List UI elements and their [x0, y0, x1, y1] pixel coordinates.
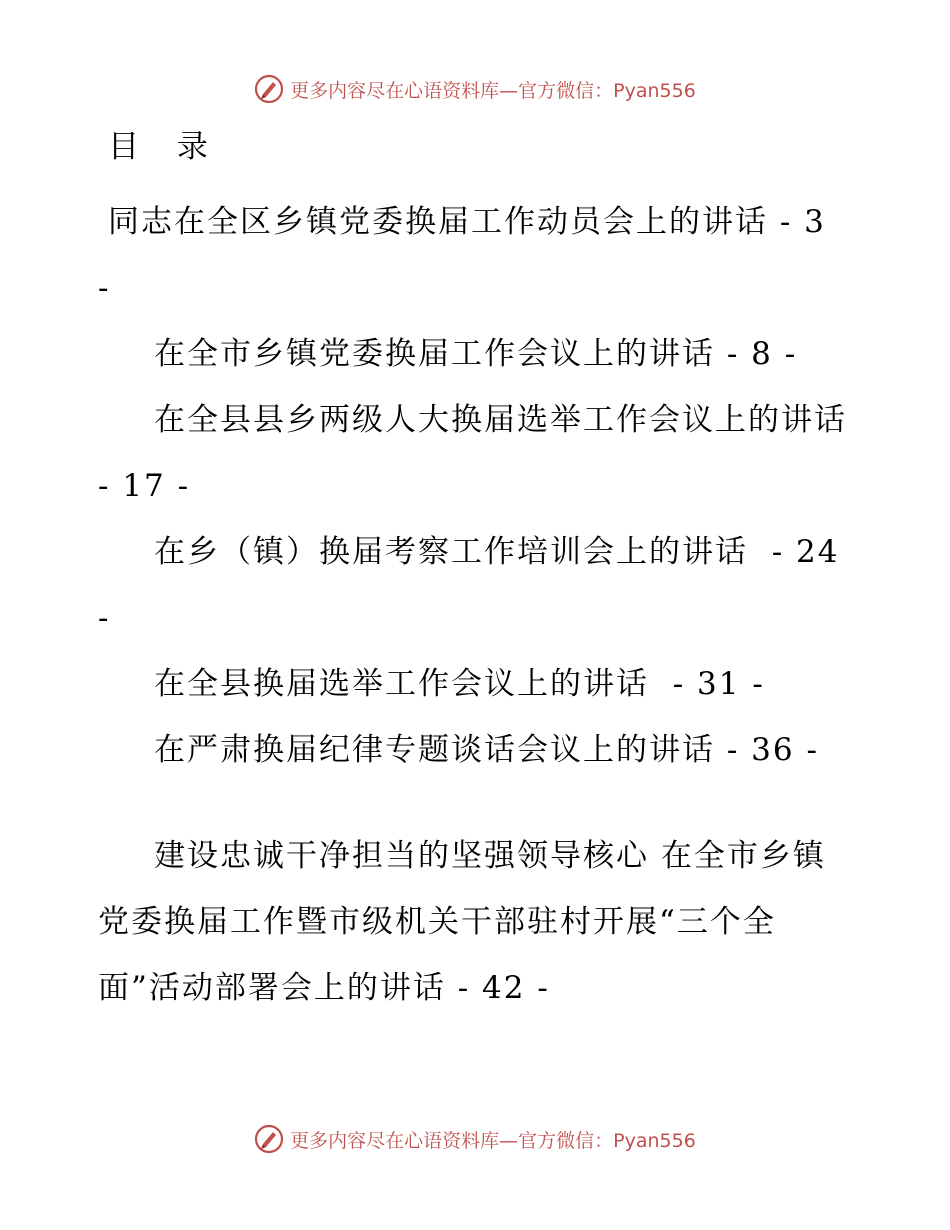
- toc-entry-title: 在全市乡镇党委换届工作会议上的讲话: [154, 336, 715, 372]
- header-watermark: [0, 74, 950, 104]
- toc-entry-title: 在全县县乡两级人大换届选举工作会议上的讲话: [154, 402, 847, 438]
- toc-entry-page: - 8 -: [715, 336, 798, 372]
- toc-entry[interactable]: [98, 651, 850, 717]
- toc-entry[interactable]: [98, 519, 850, 651]
- toc-entry-page: - 3 -: [98, 204, 838, 306]
- toc-entry[interactable]: [98, 387, 859, 519]
- toc-entry[interactable]: [98, 189, 850, 321]
- toc-entry[interactable]: [98, 823, 850, 1021]
- toc-entry-page: - 24 -: [98, 534, 852, 636]
- toc-entry-title: 在严肃换届纪律专题谈话会议上的讲话: [154, 732, 715, 768]
- toc-entry-title: 在全县换届选举工作会议上的讲话: [154, 666, 649, 702]
- toc-entry-title: 建设忠诚干净担当的坚强领导核心 在全市乡镇党委换届工作暨市级机关干部驻村开展“三个全面”活动部署会上的讲话: [98, 838, 826, 1006]
- watermark-text: 更多内容尽在心语资料库—官方微信：Pyan556: [290, 1129, 696, 1152]
- toc-entry-page: - 36 -: [715, 732, 819, 768]
- toc-entry-page: - 17 -: [98, 402, 859, 504]
- toc-entry-title: 在乡（镇）换届考察工作培训会上的讲话: [154, 534, 748, 570]
- toc-entry-page: - 31 -: [649, 666, 765, 702]
- footer-watermark: [0, 1124, 950, 1154]
- toc-entry-page: - 42 -: [445, 970, 550, 1006]
- toc-entry-title: 同志在全区乡镇党委换届工作动员会上的讲话: [108, 204, 768, 240]
- toc-heading: 目 录: [108, 129, 222, 165]
- watermark-text: 更多内容尽在心语资料库—官方微信：Pyan556: [290, 79, 696, 102]
- toc-page: [98, 125, 859, 1021]
- toc-entry[interactable]: [98, 321, 850, 387]
- pen-logo-icon: [254, 1124, 284, 1154]
- pen-logo-icon: [254, 74, 284, 104]
- toc-entry[interactable]: [98, 717, 850, 783]
